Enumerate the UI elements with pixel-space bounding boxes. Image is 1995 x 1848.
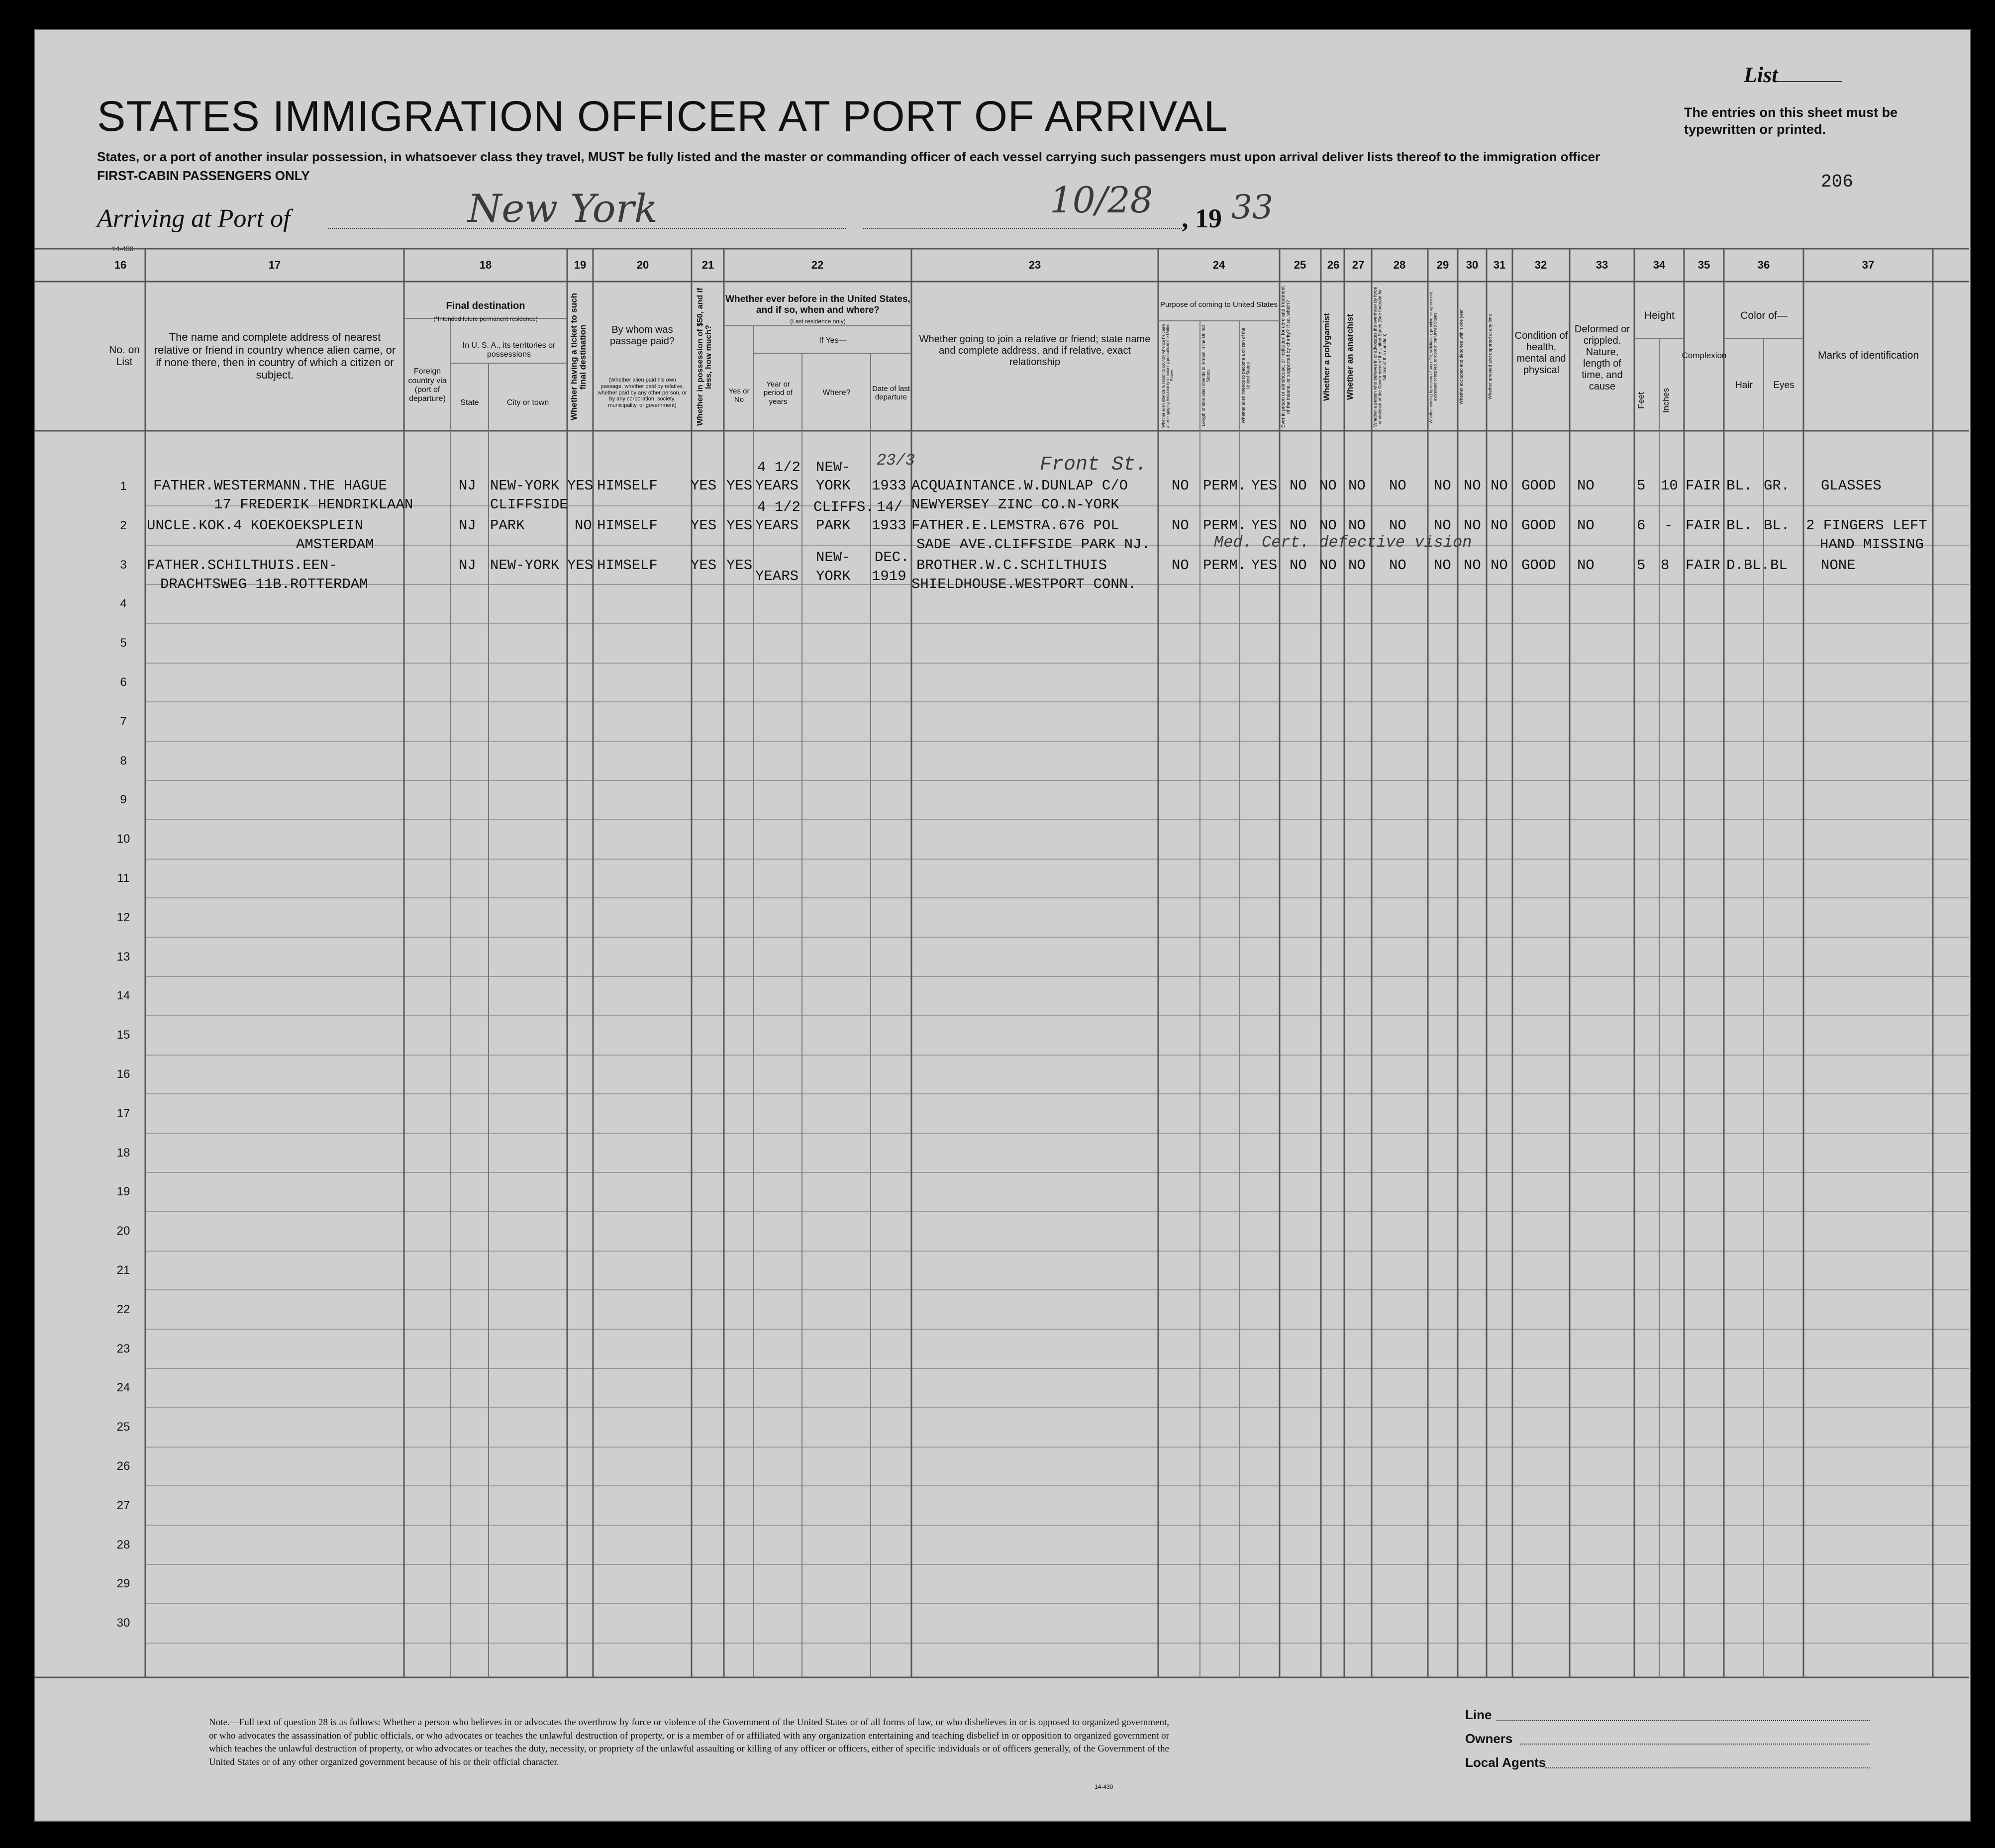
health: GOOD — [1521, 517, 1556, 534]
health: GOOD — [1521, 557, 1556, 574]
period-years: 4 1/2 — [757, 459, 801, 476]
row-number: 23 — [116, 1342, 130, 1356]
period-years: YEARS — [755, 568, 799, 584]
intends-citizen: YES — [1251, 517, 1278, 534]
owners-label: Owners — [1465, 1731, 1513, 1746]
col-num-16: 16 — [114, 259, 127, 271]
fifty-dollars: YES — [691, 478, 717, 494]
row-number: 21 — [116, 1264, 130, 1277]
prison: NO — [1290, 478, 1307, 494]
last-departure: 1933 — [872, 478, 906, 494]
prison: NO — [1290, 557, 1307, 574]
last-departure: 23/3 — [877, 451, 915, 470]
header-color-of: Color of— — [1740, 309, 1788, 321]
period-years: YEARS — [755, 517, 799, 534]
instructions-text: States, or a port of another insular possession, in whatsoever class they travel, MUST be fully listed and the master or commanding officer of each vessel carrying such passengers must upon arrival deliver lists thereof to the immigration officer — [97, 149, 1600, 164]
row-number: 15 — [116, 1028, 130, 1042]
row-number: 13 — [116, 950, 130, 964]
labor-offer: NO — [1434, 557, 1451, 574]
polygamist: NO — [1319, 478, 1337, 494]
relative-address: 17 FREDERIK HENDRIKLAAN — [214, 496, 413, 513]
header-deformed: Deformed or crippled. Nature, length of time, and cause — [1574, 324, 1630, 392]
destination-state: NJ — [459, 557, 476, 574]
intends-return: NO — [1172, 517, 1189, 534]
typewritten-note: The entries on this sheet must be typewritten or printed. — [1684, 105, 1898, 137]
year-suffix: 33 — [1231, 188, 1273, 226]
intends-citizen: YES — [1251, 478, 1278, 494]
destination-state: NJ — [459, 478, 476, 494]
header-where: Where? — [822, 388, 851, 397]
header-purpose-length: Length of time alien intends to remain in the United States — [1201, 325, 1211, 426]
header-feet: Feet — [1636, 391, 1646, 409]
period-years: 4 1/2 — [757, 499, 801, 515]
where-value: NEW- — [816, 459, 851, 476]
header-state: State — [460, 398, 479, 407]
col-num-27: 27 — [1352, 259, 1365, 271]
fifty-dollars: YES — [691, 517, 717, 534]
hair-color: BL. — [1726, 517, 1753, 534]
row-number: 28 — [116, 1538, 130, 1552]
header-excluded: Whether excluded and deported within one year — [1459, 309, 1464, 405]
eye-color: GR. — [1764, 478, 1790, 494]
height-inches: 10 — [1661, 478, 1678, 494]
ticket-value: YES — [567, 478, 594, 494]
header-anarchist: Whether an anarchist — [1345, 314, 1355, 400]
header-city: City or town — [506, 398, 549, 407]
header-ever-before: Whether ever before in the United States, and if so, when and where? — [725, 293, 910, 315]
prison: NO — [1290, 517, 1307, 534]
header-ticket: Whether having a ticket to such final destination — [569, 293, 588, 421]
relative-address: AMSTERDAM — [296, 536, 374, 553]
header-final-destination: Final destination — [446, 300, 525, 311]
header-no-on-list: No. on List — [109, 344, 140, 368]
list-label: List — [1744, 62, 1842, 88]
been-before: YES — [726, 517, 753, 534]
form-code: 14-430 — [112, 245, 134, 253]
polygamist: NO — [1319, 557, 1337, 574]
col-num-26: 26 — [1327, 259, 1340, 271]
col-num-34: 34 — [1653, 259, 1666, 271]
header-prison: Ever in prison or almshouse, or institution for care and treatment of the insane, or supported by charity? If so, which? — [1281, 286, 1292, 428]
eye-color: BL. — [1764, 517, 1790, 534]
complexion: FAIR — [1686, 478, 1720, 494]
col-num-35: 35 — [1697, 259, 1710, 271]
been-before: YES — [726, 557, 753, 574]
period-years: YEARS — [755, 478, 799, 494]
header-health: Condition of health, mental and physical — [1514, 330, 1568, 376]
identification-marks: GLASSES — [1821, 478, 1882, 494]
deported: NO — [1491, 517, 1508, 534]
col-num-37: 37 — [1862, 259, 1875, 271]
first-cabin-label: FIRST-CABIN PASSENGERS ONLY — [97, 168, 310, 183]
row-number: 9 — [120, 793, 127, 806]
row-number: 3 — [120, 558, 127, 572]
length-of-stay: PERM. — [1203, 557, 1247, 574]
col-num-24: 24 — [1212, 259, 1225, 271]
hair-color: BL. — [1726, 478, 1753, 494]
header-height: Height — [1644, 309, 1675, 321]
col-num-19: 19 — [574, 259, 587, 271]
row-number: 12 — [116, 911, 130, 924]
anarchist: NO — [1348, 517, 1366, 534]
col-num-20: 20 — [636, 259, 649, 271]
row-number: 1 — [120, 480, 127, 493]
row-number: 30 — [116, 1616, 130, 1630]
destination-state: NJ — [459, 517, 476, 534]
arriving-label: Arriving at Port of — [97, 204, 291, 233]
paid-by: HIMSELF — [597, 557, 658, 574]
header-purpose: Purpose of coming to United States — [1160, 300, 1278, 309]
where-value: CLIFFS. — [813, 499, 874, 515]
joining-relative: SHIELDHOUSE.WESTPORT CONN. — [911, 576, 1137, 592]
destination-city: NEW-YORK — [490, 478, 560, 494]
where-value: PARK — [816, 517, 851, 534]
been-before: YES — [726, 478, 753, 494]
last-departure: 1919 — [872, 568, 906, 584]
page-title: STATES IMMIGRATION OFFICER AT PORT OF ARRIVAL — [97, 93, 1228, 140]
header-purpose-citizen: Whether alien intends to become a citizen of the United States — [1241, 327, 1251, 424]
ticket-value: NO — [575, 517, 592, 534]
col-num-36: 36 — [1757, 259, 1770, 271]
col-num-31: 31 — [1493, 259, 1506, 271]
header-labor-offer: Whether coming by reason of any offer, solicitation, promise, or agreement, expressed or implied, to labor in the United States — [1429, 291, 1438, 423]
deported: NO — [1491, 478, 1508, 494]
intends-return: NO — [1172, 478, 1189, 494]
header-purpose-return: Whether alien intends to return to country whence he came after engaging temporarily in laboring pursuits in the United States — [1161, 323, 1174, 428]
where-value: NEW- — [816, 549, 851, 566]
handwritten-annotation: Med. Cert. defective vision — [1214, 533, 1472, 552]
col-num-32: 32 — [1534, 259, 1547, 271]
complexion: FAIR — [1686, 517, 1720, 534]
col-num-22: 22 — [811, 259, 824, 271]
row-number: 4 — [120, 597, 127, 610]
header-yes-or-no: Yes or No — [728, 387, 750, 404]
identification-marks: 2 FINGERS LEFT — [1806, 517, 1927, 534]
header-passage-paid: By whom was passage paid? — [609, 324, 675, 347]
height-feet: 5 — [1637, 478, 1646, 494]
fifty-dollars: YES — [691, 557, 717, 574]
last-departure: 14/ — [877, 499, 903, 515]
col-num-30: 30 — [1466, 259, 1479, 271]
local-agents-field[interactable] — [1545, 1767, 1870, 1768]
col-num-25: 25 — [1294, 259, 1306, 271]
paid-by: HIMSELF — [597, 517, 658, 534]
excluded: NO — [1464, 517, 1481, 534]
header-inches: Inches — [1661, 388, 1671, 413]
row-number: 26 — [116, 1459, 130, 1473]
header-complexion: Complexion — [1682, 351, 1727, 361]
header-joining: Whether going to join a relative or friend; state name and complete address, and if relative, exact relationship — [919, 333, 1151, 368]
local-agents-label: Local Agents — [1465, 1755, 1546, 1770]
paid-by: HIMSELF — [597, 478, 658, 494]
row-number: 7 — [120, 715, 127, 728]
labor-offer: NO — [1434, 517, 1451, 534]
page-number: 206 — [1821, 172, 1853, 192]
deported: NO — [1491, 557, 1508, 574]
row-number: 24 — [116, 1381, 130, 1394]
relative-address: DRACHTSWEG 11B.ROTTERDAM — [160, 576, 368, 592]
row-number: 19 — [116, 1185, 130, 1198]
row-number: 14 — [116, 989, 130, 1002]
eye-color: BL — [1770, 557, 1788, 574]
polygamist: NO — [1319, 517, 1337, 534]
footer-form-code: 14-430 — [1095, 1783, 1113, 1790]
length-of-stay: PERM. — [1203, 517, 1247, 534]
line-label: Line — [1465, 1707, 1492, 1722]
row-number: 29 — [116, 1577, 130, 1590]
question-28: NO — [1389, 517, 1406, 534]
labor-offer: NO — [1434, 478, 1451, 494]
row-number: 16 — [116, 1068, 130, 1081]
col-num-28: 28 — [1393, 259, 1406, 271]
joining-relative: BROTHER.W.C.SCHILTHUIS — [916, 557, 1107, 574]
row-number: 5 — [120, 636, 127, 650]
row-number: 11 — [117, 872, 130, 885]
header-relative-address: The name and complete address of nearest relative or friend in country whence alien came, or if none there, then in country of which a citizen or subject. — [154, 331, 396, 382]
col-num-18: 18 — [479, 259, 492, 271]
header-fifty-dollars: Whether in possession of $50, and if less, how much? — [696, 288, 713, 426]
height-feet: 5 — [1637, 557, 1646, 574]
last-departure: 1933 — [872, 517, 906, 534]
identification-marks: NONE — [1821, 557, 1856, 574]
excluded: NO — [1464, 557, 1481, 574]
deformed: NO — [1577, 517, 1595, 534]
row-number: 20 — [116, 1224, 130, 1238]
line-field[interactable] — [1496, 1720, 1870, 1721]
header-final-destination-sub: (*Intended future permanent residence) — [433, 315, 538, 323]
destination-city: CLIFFSIDE — [490, 496, 568, 513]
row-number: 17 — [116, 1107, 130, 1120]
where-value: YORK — [816, 568, 851, 584]
owners-field[interactable] — [1520, 1744, 1870, 1745]
col-num-21: 21 — [701, 259, 714, 271]
excluded: NO — [1464, 478, 1481, 494]
port-value: New York — [468, 187, 658, 231]
col-num-17: 17 — [268, 259, 281, 271]
row-number: 10 — [116, 832, 130, 846]
header-period: Year or period of years — [763, 380, 793, 406]
intends-return: NO — [1172, 557, 1189, 574]
where-value: YORK — [816, 478, 851, 494]
complexion: FAIR — [1686, 557, 1720, 574]
anarchist: NO — [1348, 478, 1366, 494]
deformed: NO — [1577, 478, 1595, 494]
height-inches: 8 — [1661, 557, 1670, 574]
last-departure: DEC. — [875, 549, 909, 566]
joining-relative: NEWYERSEY ZINC CO.N-YORK — [911, 496, 1119, 513]
header-arrested: Whether arrested and deported at any time — [1488, 314, 1493, 400]
date-value: 10/28 — [1050, 179, 1153, 221]
anarchist: NO — [1348, 557, 1366, 574]
row-number: 27 — [116, 1499, 130, 1512]
header-polygamist: Whether a polygamist — [1322, 313, 1331, 401]
col-num-29: 29 — [1436, 259, 1449, 271]
header-usa: In U. S. A., its territories or possessions — [462, 341, 556, 359]
handwritten-annotation: Front St. — [1040, 454, 1148, 476]
question-28: NO — [1389, 557, 1406, 574]
intends-citizen: YES — [1251, 557, 1278, 574]
destination-city: PARK — [490, 517, 525, 534]
header-ever-before-sub: (Last residence only) — [790, 318, 846, 325]
health: GOOD — [1521, 478, 1556, 494]
header-marks: Marks of identification — [1817, 349, 1919, 361]
ticket-value: YES — [567, 557, 594, 574]
col-num-33: 33 — [1596, 259, 1608, 271]
footnote-q28: Note.—Full text of question 28 is as follows: Whether a person who believes in or advocates the overthrow by force or violence of the Government of the United States or of all forms of law, or who disbelieves in or is opposed to organized government, or who advocates the assassination of public officials, or who advocates or teaches the unlawful destruction of property, or is a member of or affiliated with any organization entertaining and teaching disbelief in or opposition to organized government or which teaches the unlawful destruction of property, or who advocates or teaches the duty, necessity, or propriety of the unlawful assaulting or killing of any officer or officers, either of specific individuals or of officers generally, of the Government of the United States or of any other organized government because of his or their official character. — [209, 1717, 1169, 1767]
relative-address: FATHER.WESTERMANN.THE HAGUE — [153, 478, 387, 494]
row-number: 25 — [116, 1420, 130, 1434]
row-number: 22 — [116, 1303, 130, 1316]
joining-relative: ACQUAINTANCE.W.DUNLAP C/O — [911, 478, 1128, 494]
length-of-stay: PERM. — [1203, 478, 1247, 494]
hair-color: D.BL. — [1726, 557, 1770, 574]
row-number: 2 — [120, 519, 127, 532]
header-hair: Hair — [1735, 380, 1753, 391]
height-feet: 6 — [1637, 517, 1646, 534]
question-28: NO — [1389, 478, 1406, 494]
header-last-departure: Date of last departure — [872, 384, 910, 401]
row-number: 6 — [120, 676, 127, 689]
header-question-28: Whether a person who believes in or advocates the overthrow by force or violence of the Government of the United States (See footnote for full text of this question) — [1373, 287, 1387, 427]
relative-address: FATHER.SCHILTHUIS.EEN- — [147, 557, 337, 574]
deformed: NO — [1577, 557, 1595, 574]
header-if-yes: If Yes— — [819, 336, 847, 345]
relative-address: UNCLE.KOK.4 KOEKOEKSPLEIN — [147, 517, 364, 534]
destination-city: NEW-YORK — [490, 557, 560, 574]
col-num-23: 23 — [1028, 259, 1041, 271]
header-foreign-country: Foreign country via (port of departure) — [408, 367, 447, 403]
height-inches: - — [1664, 517, 1673, 534]
header-passage-paid-sub: (Whether alien paid his own passage, whether paid by relative, whether paid by any other person, or by any corporation, society, municipality, or government) — [598, 377, 687, 408]
row-number: 8 — [120, 754, 127, 768]
row-number: 18 — [116, 1146, 130, 1160]
joining-relative: SADE AVE.CLIFFSIDE PARK NJ. — [916, 536, 1150, 553]
identification-marks: HAND MISSING — [1820, 536, 1924, 553]
joining-relative: FATHER.E.LEMSTRA.676 POL — [911, 517, 1119, 534]
header-eyes: Eyes — [1773, 380, 1795, 391]
year-prefix: , 19 — [1182, 203, 1222, 233]
